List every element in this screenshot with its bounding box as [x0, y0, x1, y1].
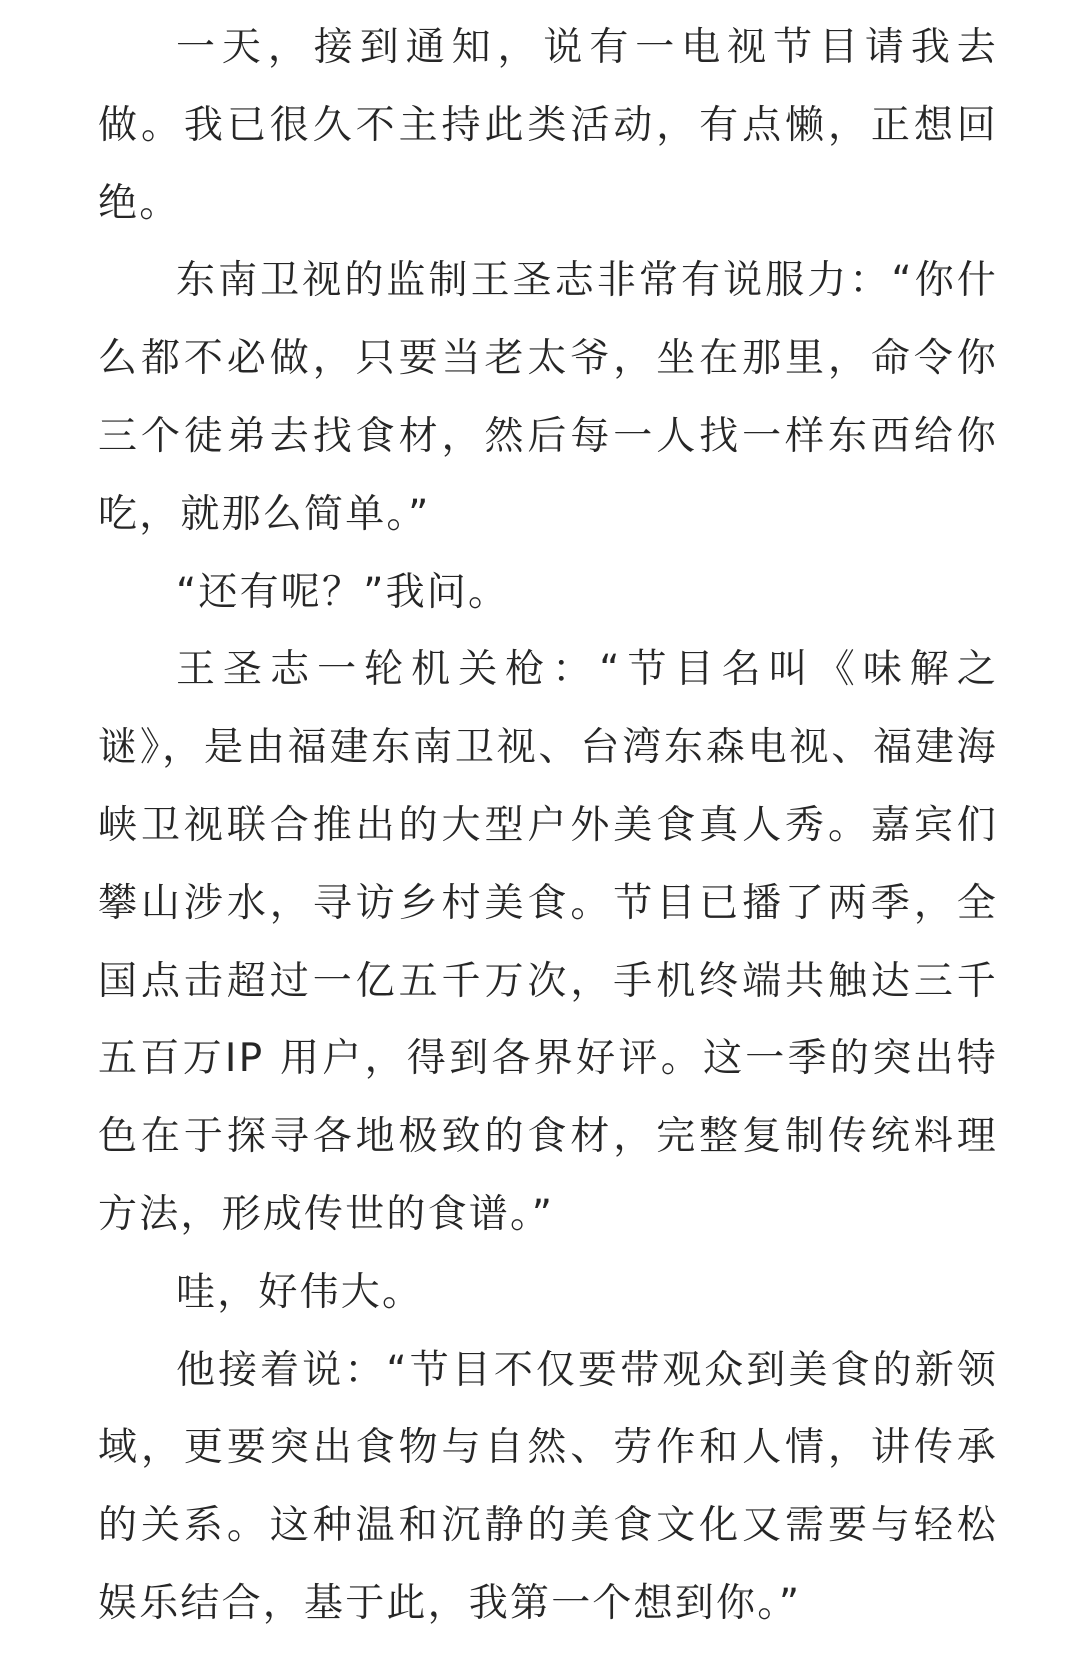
paragraph-3: “还有呢？”我问。	[176, 569, 510, 615]
paragraph-6: 他接着说：“节目不仅要带观众到美食的新领域，更要突出食物与自然、劳作和人情，讲传承的关系。这种温和沉静的美食文化又需要与轻松娱乐结合，基于此，我第一个想到你。”	[98, 1347, 998, 1626]
paragraph-2: 东南卫视的监制王圣志非常有说服力：“你什么都不必做，只要当老太爷，坐在那里，命令你三个徒弟去找食材，然后每一人找一样东西给你吃，就那么简单。”	[98, 258, 998, 537]
paragraph-1: 一天，接到通知，说有一电视节目请我去做。我已很久不主持此类活动，有点懒，正想回绝。	[98, 25, 998, 226]
article-body	[98, 9, 998, 1643]
paragraph-5: 哇，好伟大。	[176, 1269, 424, 1315]
paragraph-4: 王圣志一轮机关枪：“节目名叫《味解之谜》，是由福建东南卫视、台湾东森电视、福建海峡卫视联合推出的大型户外美食真人秀。嘉宾们攀山涉水，寻访乡村美食。节目已播了两季，全国点击超过一亿五千万次，手机终端共触达三千五百万IP 用户，得到各界好评。这一季的突出特色在于探寻各地极致的食材，完整复制传统料理方法，形成传世的食谱。”	[98, 647, 998, 1237]
